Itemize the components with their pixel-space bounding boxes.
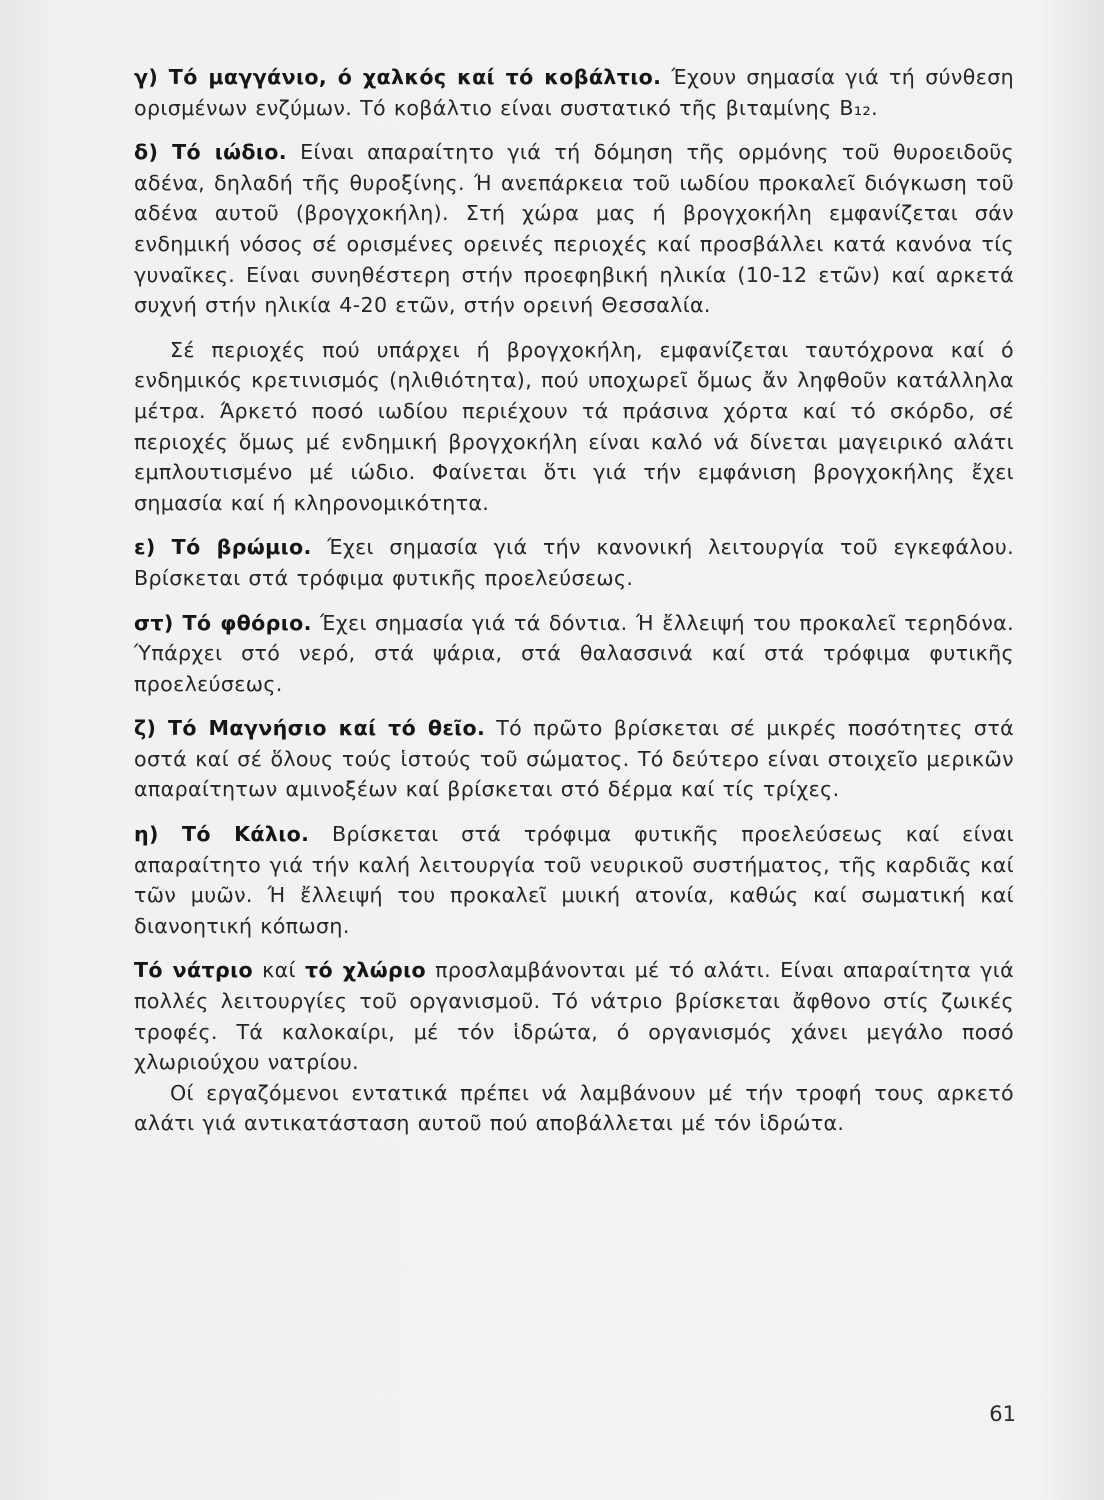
text-bromine: Έχει σημασία γιά τήν κανονική λειτουργία τοῦ εγκεφάλου. Βρίσκεται στά τρόφιμα φυτικῆς προελεύσεως. [134,535,1014,590]
paragraph-sodium-chlorine [134,955,1014,1077]
text-magnesium-sulfur: Τό πρῶτο βρίσκεται σέ μικρές ποσότητες στά οστά καί σέ ὅλους τούς ἱστούς τοῦ σώματος. Τό δεύτερο είναι στοιχεῖο μερικῶν απαραίτητων αμινοξέων καί βρίσκεται στό δέρμα καί τίς τρίχες. [134,716,1014,802]
text-sodium-chlorine: προσλαμβάνονται μέ τό αλάτι. Είναι απαραίτητα γιά πολλές λειτουργίες τοῦ οργανισμοῦ. Τό νάτριο βρίσκεται ἄφθονο στίς ζωικές τροφές. Τά καλοκαίρι, μέ τόν ἱδρώτα, ό οργανισμός χάνει μεγάλο ποσό χλωριούχου νατρίου. [134,958,1015,1075]
paragraph-iodine [134,137,1014,321]
heading-manganese-copper-cobalt: γ) Τό μαγγάνιο, ό χαλκός καί τό κοβάλτιο. [134,65,662,89]
text-potassium: Βρίσκεται στά τρόφιμα φυτικῆς προελεύσεως καί είναι απαραίτητο γιά τήν καλή λειτουργία τοῦ νευρικοῦ συστήματος, τῆς καρδιᾶς καί τῶν μυῶν. Ή ἔλλειψή του προκαλεῖ μυική ατονία, καθώς καί σωματική καί διανοητική κόπωση. [134,822,1014,938]
heading-chlorine: τό χλώριο [304,958,426,983]
heading-bromine: ε) Τό βρώμιο. [134,535,312,560]
text-workers-salt: Οί εργαζόμενοι εντατικά πρέπει νά λαμβάνουν μέ τήν τροφή τους αρκετό αλάτι γιά αντικατάσταση αυτοῦ πού αποβάλλεται μέ τόν ἱδρώτα. [134,1080,1014,1136]
text-iodine: Είναι απαραίτητο γιά τή δόμηση τῆς ορμόνης τοῦ θυροειδοῦς αδένα, δηλαδή τῆς θυροξίνης. Ή ανεπάρκεια τοῦ ιωδίου προκαλεῖ διόγκωση τοῦ αδένα αυτοῦ (βρογχοκήλη). Στή χώρα μας ή βρογχοκήλη εμφανίζεται σάν ενδημική νόσος σέ ορισμένες ορεινές περιοχές καί προσβάλλει κατά κανόνα τίς γυναῖκες. Είναι συνηθέστερη στήν προεφηβική ηλικία (10-12 ετῶν) καί αρκετά συχνή στήν ηλικία 4-20 ετῶν, στήν ορεινή Θεσσαλία. [134,140,1014,318]
text-goiter-regions: Σέ περιοχές πού υπάρχει ή βρογχοκήλη, εμφανίζεται ταυτόχρονα καί ό ενδημικός κρετινισμός (ηλιθιότητα), πού υποχωρεῖ ὅμως ἄν ληφθοῦν κατάλληλα μέτρα. Άρκετό ποσό ιωδίου περιέχουν τά πράσινα χόρτα καί τό σκόρδο, σέ περιοχές ὅμως μέ ενδημική βρογχοκήλη είναι καλό νά δίνεται μαγειρικό αλάτι εμπλουτισμένο μέ ιώδιο. Φαίνεται ὅτι γιά τήν εμφάνιση βρογχοκήλης ἔχει σημασία καί ή κληρονομικότητα. [134,337,1014,515]
heading-magnesium-sulfur: ζ) Τό Μαγνήσιο καί τό θεῖο. [134,716,486,741]
text-fluorine: Έχει σημασία γιά τά δόντια. Ή ἔλλειψή του προκαλεῖ τερηδόνα. Ύπάρχει στό νερό, στά ψάρια, στά θαλασσινά καί στά τρόφιμα φυτικῆς προελεύσεως. [134,610,1014,696]
text-manganese-copper-cobalt: Έχουν σημασία γιά τή σύνθεση ορισμένων ενζύμων. Τό κοβάλτιο είναι συστατικό τῆς βιταμίνης B₁₂. [134,65,1014,120]
paragraph-magnesium-sulfur [134,713,1014,805]
paragraph-fluorine [134,608,1014,700]
heading-sodium: Τό νάτριο [134,958,253,983]
paragraph-goiter-regions [134,335,1014,519]
text-sodium-and: καί [252,958,305,983]
paragraph-workers-salt [134,1078,1014,1139]
page-number: 61 [989,1402,1016,1426]
heading-fluorine: στ) Τό φθόριο. [134,610,312,635]
heading-iodine: δ) Τό ιώδιο. [134,140,287,165]
paragraph-potassium [134,819,1014,941]
paragraph-bromine [134,532,1014,593]
paragraph-manganese-copper-cobalt [134,62,1014,123]
heading-potassium: η) Τό Κάλιο. [134,822,310,847]
body-text [134,62,1014,1139]
